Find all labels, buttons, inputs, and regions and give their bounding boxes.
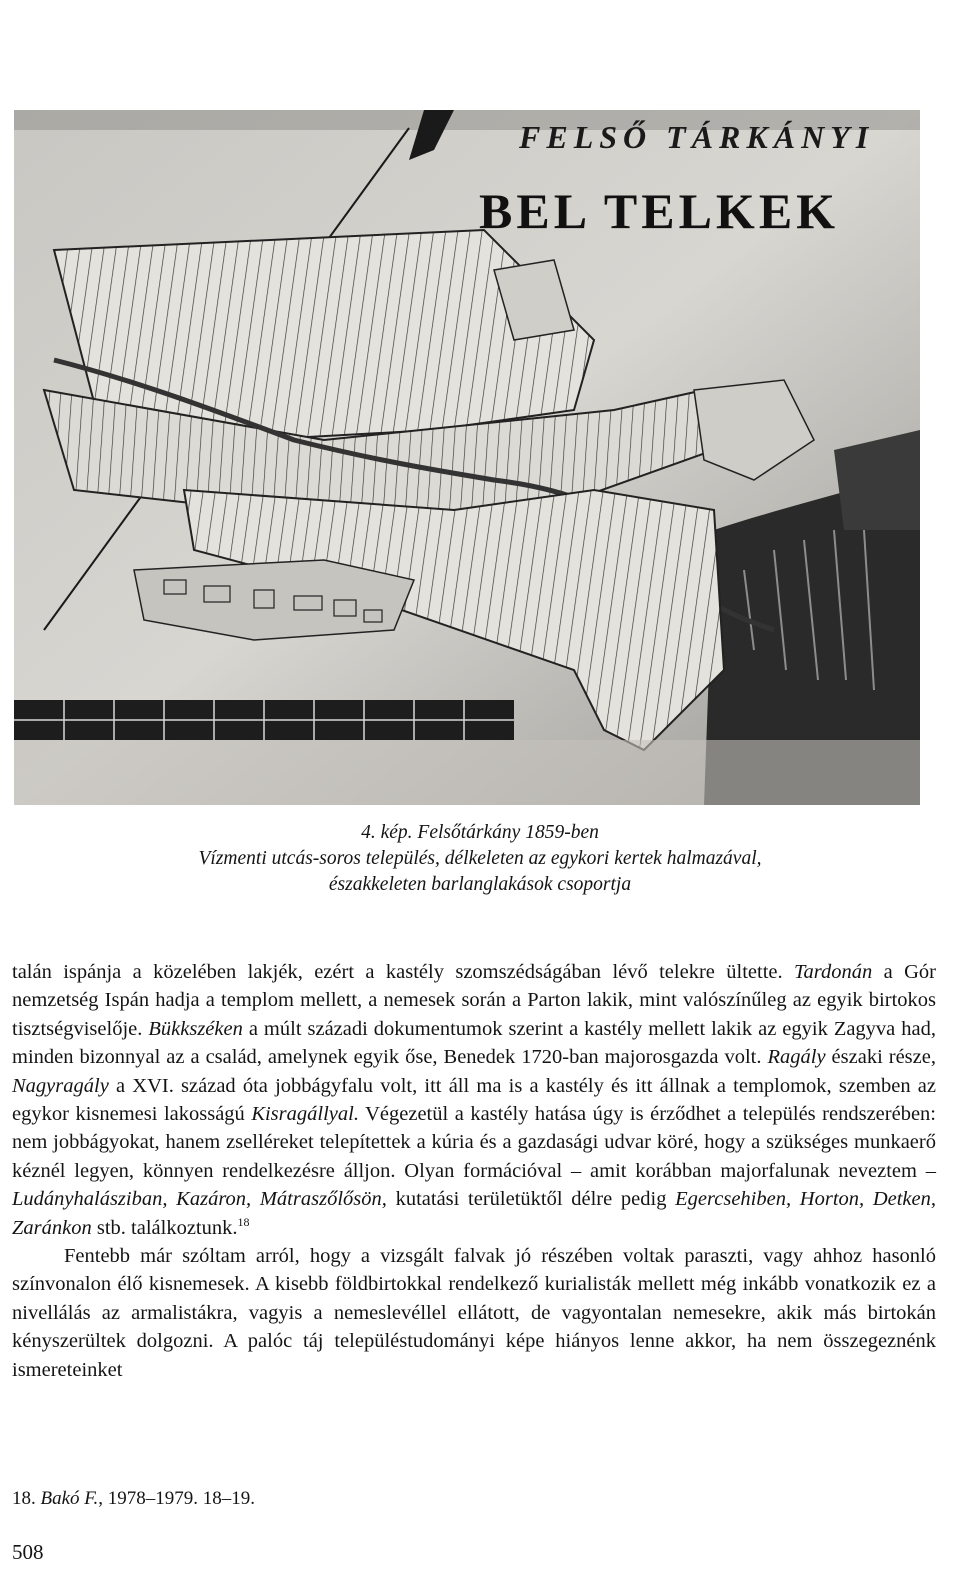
paragraph: Fentebb már szóltam arról, hogy a vizsgált falvak jó részében voltak paraszti, vagy ahhoz hasonló színvonalon élő kisnemesek. A kisebb földbirtokkal rendelkező kurialisták mellett még inkább vonatkozik ez a nivellálás az armalistákra, vagyis a nemeslevéllel ellátott, de vagyontalan nemesekre, akik más birtokán kényszerültek dolgozni. A palóc táj településtudományi képe hiányos lenne akkor, ha nem összegeznénk ismereteinket [12,1245,936,1381]
place-name: Tardonán [794,961,873,983]
place-name: Bükkszéken [148,1017,243,1040]
footnote-author: Bakó F. [40,1488,99,1509]
text-run: kutatási területüktől délre pedig [386,1188,676,1211]
place-name: Nagyragály [12,1074,109,1097]
text-run: a Gór nemzetség Ispán hadja a templom mellett, a nemesek során a Parton lakik, mint valószínűleg az egyik birtokos tisztségviselője. [12,961,936,1040]
text-run: Végezetül a kastély hatása úgy is érződhet a település rendszerében: nem jobbágyokat, hanem zselléreket telepítettek a kúria és a gazdasági udvar köré, hogy a szükséges munkaerő kéznél legyen, könnyen rendelkezésre álljon. Olyan formációval – amit korábban majorfalunak neveztem – [12,1103,936,1182]
place-name: Ragály [767,1046,826,1069]
caption-title: 4. kép. Felsőtárkány 1859-ben [361,822,599,843]
footnote [12,1488,255,1510]
footnote-reference: , 1978–1979. 18–19. [98,1488,255,1509]
caption-line: északkeleten barlanglakások csoportja [328,874,632,895]
text-run: stb. találkoztunk. [91,1216,238,1239]
text-run: északi része, [825,1046,936,1069]
page-number: 508 [12,1540,44,1564]
map-title-line1: FELSŐ TÁRKÁNYI [519,119,875,155]
text-run: a XVI. század óta jobbágyfalu volt, itt áll ma is a kastély és itt állnak a templomok, szemben az egykor kisnemesi lakosságú [12,1074,936,1126]
figure-caption [0,820,960,898]
text-run: a múlt századi dokumentumok szerint a kastély mellett lakik az egyik Zagyva had, minden bizonnyal az a család, amelynek egyik őse, Benedek 1720-ban majorosgazda volt. [12,1017,936,1069]
footnote-number: 18. [12,1488,36,1509]
caption-line: Vízmenti utcás-soros település, délkeleten az egykori kertek halmazával, [198,848,762,869]
paragraph [12,958,936,1242]
text-run: talán ispánja a közelében lakjék, ezért a kastély szomszédságában lévő telekre ültette. [12,961,794,983]
place-name: Ludányhalásziban, Kazáron, Mátraszőlősön, [12,1188,387,1211]
historical-map-photo [14,110,920,805]
map-title-line2: BEL TELKEK [479,183,840,239]
place-name: Kisragállyal. [251,1103,359,1126]
place-name: Egercsehiben, Horton, Detken, Zaránkon [12,1188,937,1239]
body-text [12,958,936,1384]
footnote-ref: 18 [237,1214,250,1229]
